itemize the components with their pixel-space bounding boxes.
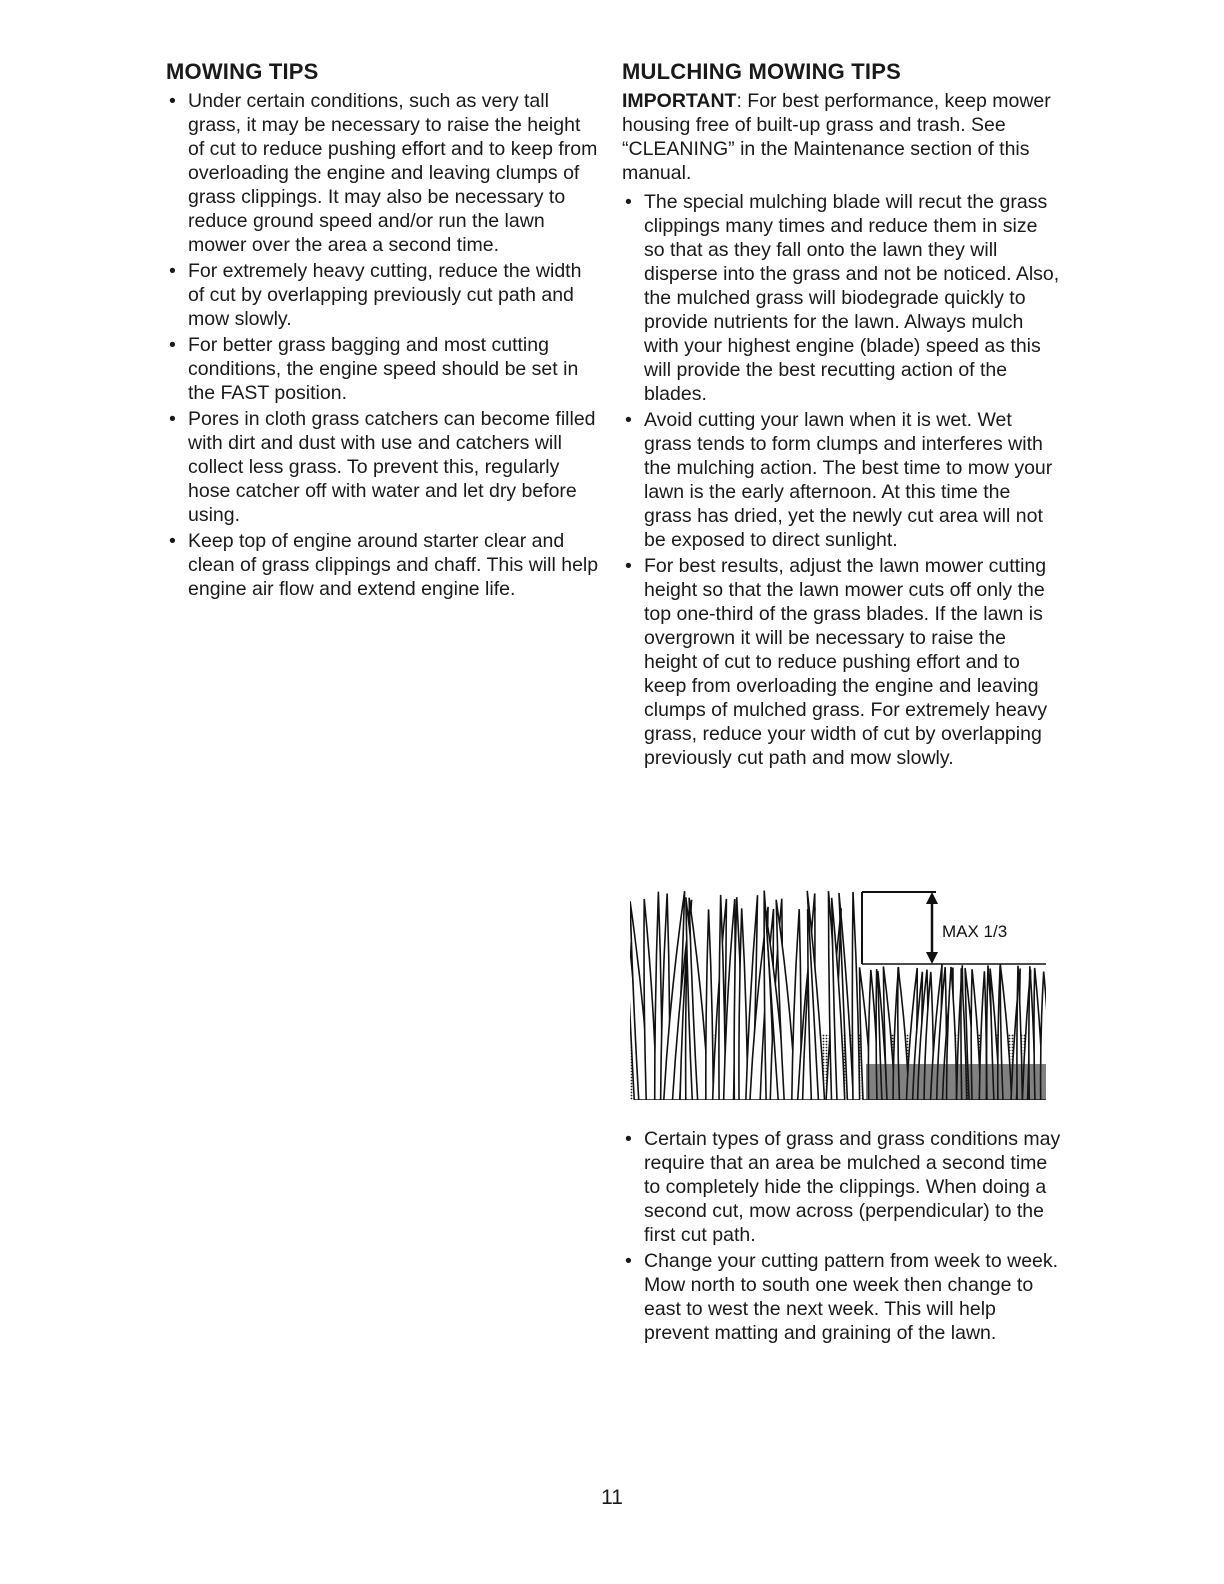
list-item: • Avoid cutting your lawn when it is wet. Wet grass tends to form clumps and interferes with the mulching action. The best time to mow your lawn is the early afternoon. At this time the grass has dried, yet the newly cut area will not be exposed to direct sunlight. xyxy=(622,408,1062,552)
mulching-tips-list-continued xyxy=(622,1127,1062,1345)
important-label: IMPORTANT xyxy=(622,90,737,112)
grass-cut-illustration xyxy=(630,884,1046,1100)
arrow-up-icon xyxy=(926,892,938,904)
list-item: • The special mulching blade will recut the grass clippings many times and reduce them in size so that as they fall onto the lawn they will disperse into the grass and not be noticed. Also, the mulched grass will biodegrade quickly to provide nutrients for the lawn. Always mulch with your highest engine (blade) speed as this will provide the best recutting action of the blades. xyxy=(622,190,1062,406)
grass-blades-drawing xyxy=(630,884,1046,1100)
mowing-tips-heading: MOWING TIPS xyxy=(166,59,319,84)
list-item: • Under certain conditions, such as very tall grass, it may be necessary to raise the height of cut to reduce pushing effort and to keep from overloading the engine and leaving clumps of grass clippings. It may also be necessary to reduce ground speed and/or run the lawn mower over the area a second time. xyxy=(166,89,602,257)
list-item: • Certain types of grass and grass conditions may require that an area be mulched a second time to completely hide the clippings. When doing a second cut, mow across (perpendicular) to the first cut path. xyxy=(622,1127,1062,1247)
mowing-tips-list xyxy=(166,89,602,601)
cut-grass-shadow xyxy=(866,1064,1046,1100)
list-item: • For extremely heavy cutting, reduce the width of cut by overlapping previously cut path and mow slowly. xyxy=(166,259,602,331)
page-number: 11 xyxy=(601,1486,623,1509)
cut-grass-group xyxy=(860,964,1046,1100)
mulching-tips-continued xyxy=(622,1127,1062,1347)
max-third-label: MAX 1/3 xyxy=(942,922,1008,941)
list-item: • Change your cutting pattern from week to week. Mow north to south one week then change to east to west the next week. This will help prevent matting and graining of the lawn. xyxy=(622,1249,1062,1345)
mulching-tips-heading: MULCHING MOWING TIPS xyxy=(622,59,901,84)
mowing-tips-section xyxy=(166,58,602,603)
arrow-down-icon xyxy=(926,952,938,964)
important-note xyxy=(622,89,1062,185)
mulching-tips-section xyxy=(622,58,1062,772)
list-item: • Keep top of engine around starter clear and clean of grass clippings and chaff. This will help engine air flow and extend engine life. xyxy=(166,529,602,601)
important-text: : For best performance, keep mower housing free of built-up grass and trash. See “CLEANING” in the Maintenance section of this manual. xyxy=(622,90,1051,184)
list-item: • For best results, adjust the lawn mower cutting height so that the lawn mower cuts off only the top one-third of the grass blades. If the lawn is overgrown it will be necessary to raise the height of cut to reduce pushing effort and to keep from overloading the engine and leaving clumps of mulched grass. For extremely heavy grass, reduce your width of cut by overlapping previously cut path and mow slowly. xyxy=(622,554,1062,770)
grass-blade-tall xyxy=(706,909,713,1100)
list-item: • For better grass bagging and most cutting conditions, the engine speed should be set in the FAST position. xyxy=(166,333,602,405)
grass-blade-tall xyxy=(852,892,859,1100)
mulching-tips-list xyxy=(622,190,1062,770)
list-item: • Pores in cloth grass catchers can become filled with dirt and dust with use and catchers will collect less grass. To prevent this, regularly hose catcher off with water and let dry before using. xyxy=(166,407,602,527)
